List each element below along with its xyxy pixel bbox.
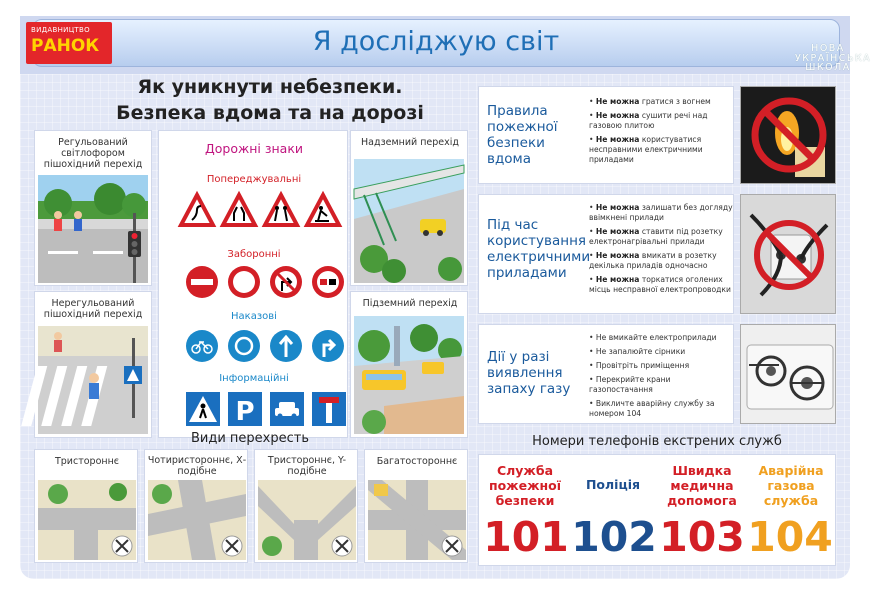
intersection-caption-3: Тристороннє, Y-подібне bbox=[267, 455, 347, 477]
overloaded-socket-photo bbox=[740, 194, 836, 314]
gas-safety-rules bbox=[589, 333, 733, 423]
unregulated-crossing-caption: Нерегульований пішохідний перехід bbox=[43, 298, 143, 320]
bicycle-path-sign-icon bbox=[186, 330, 218, 362]
overhead-crossing-caption: Надземний перехід bbox=[361, 137, 459, 148]
fire-service-number: 101 bbox=[483, 513, 569, 561]
ambulance-number: 103 bbox=[659, 513, 745, 561]
pedestrian-crossing-sign-icon bbox=[186, 392, 220, 426]
prohibitory-signs-row bbox=[185, 265, 345, 301]
intersection-caption-4: Багатостороннє bbox=[376, 456, 458, 467]
intersection-panel-4 bbox=[364, 449, 468, 563]
mandatory-signs-row bbox=[185, 329, 345, 365]
fire-safety-title: Правила пожежної безпеки вдома bbox=[487, 103, 558, 167]
no-socket-overload-icon bbox=[741, 195, 837, 315]
road-works-warning-sign-icon bbox=[307, 195, 339, 225]
road-signs-title: Дорожні знаки bbox=[204, 141, 304, 156]
nus-logo: НОВА УКРАЇНСЬКА ШКОЛА bbox=[795, 43, 871, 73]
regulated-crossing-illustration bbox=[38, 175, 148, 283]
informational-signs-label: Інформаційні bbox=[219, 373, 289, 384]
electric-rule-2: • Не можна ставити під розетку електронагрівальні прилади bbox=[589, 227, 723, 246]
ambulance-name: Швидка медична допомога bbox=[667, 463, 737, 508]
gas-rule-3: • Провітріть приміщення bbox=[589, 361, 690, 370]
emergency-title: Номери телефонів екстрених служб bbox=[532, 434, 782, 449]
prohibitory-signs-label: Заборонні bbox=[227, 249, 281, 260]
mandatory-signs-label: Наказові bbox=[231, 311, 277, 322]
no-vehicles-sign-icon bbox=[228, 266, 260, 298]
car-road-sign-icon bbox=[270, 392, 304, 426]
fire-rule-2: • Не можна сушити речі над газовою плитою bbox=[589, 111, 708, 130]
parking-sign-icon bbox=[228, 392, 262, 427]
intersections-title: Види перехресть bbox=[190, 431, 309, 446]
main-heading: Як уникнути небезпеки. Безпека вдома та на дорозі bbox=[116, 76, 424, 124]
police-name: Поліція bbox=[585, 477, 641, 492]
gas-rule-2: • Не запалюйте сірники bbox=[589, 347, 686, 356]
dead-end-sign-icon bbox=[312, 392, 346, 426]
gas-service-number: 104 bbox=[747, 513, 833, 561]
fire-service-name: Служба пожежної безпеки bbox=[488, 463, 562, 508]
fire-safety-rules bbox=[589, 97, 731, 169]
gas-rule-5: • Викличте аварійну службу за номером 104 bbox=[589, 399, 715, 418]
electric-rule-4: • Не можна торкатися оголених місць несправної електропроводки bbox=[589, 275, 731, 294]
publisher-logo: ВИДАВНИЦТВО РАНОК bbox=[26, 22, 112, 64]
overhead-crossing-panel bbox=[350, 130, 468, 286]
matches-prohibited-photo bbox=[740, 86, 836, 184]
turn-right-sign-icon bbox=[312, 330, 344, 362]
no-overtaking-sign-icon bbox=[312, 266, 344, 298]
roundabout-sign-icon bbox=[228, 330, 260, 362]
overhead-crossing-illustration bbox=[354, 159, 464, 283]
children-warning-sign-icon bbox=[265, 195, 297, 225]
intersection-caption-1: Тристороннє bbox=[54, 456, 120, 467]
page-title: Я досліджую світ bbox=[32, 19, 840, 67]
intersection-illustration-4 bbox=[368, 480, 466, 560]
underground-crossing-caption: Підземний перехід bbox=[362, 298, 458, 309]
electric-safety-panel bbox=[478, 194, 734, 314]
informational-signs-row bbox=[185, 391, 345, 429]
gas-safety-title: Дії у разі виявлення запаху газу bbox=[487, 349, 571, 397]
warning-signs-row bbox=[179, 191, 339, 231]
no-right-turn-sign-icon bbox=[270, 266, 302, 298]
narrowing-warning-sign-icon bbox=[223, 195, 255, 225]
regulated-crossing-panel bbox=[34, 130, 152, 286]
intersection-illustration-3 bbox=[258, 480, 356, 560]
fire-safety-panel bbox=[478, 86, 734, 184]
electric-safety-title: Під час користування електричними приладами bbox=[487, 217, 591, 281]
intersection-caption-2: Чотиристороннє, Х-подібне bbox=[147, 455, 247, 477]
fire-rule-1: • Не можна гратися з вогнем bbox=[589, 97, 711, 106]
gas-stove-icon bbox=[741, 325, 837, 425]
warning-signs-label: Попереджувальні bbox=[206, 174, 302, 185]
electric-rule-3: • Не можна вмикати в розетку декілька приладів одночасно bbox=[589, 251, 717, 270]
gas-service-name: Аварійна газова служба bbox=[758, 463, 824, 508]
gas-safety-panel bbox=[478, 324, 734, 424]
underground-crossing-illustration bbox=[354, 316, 464, 434]
no-entry-sign-icon bbox=[186, 266, 218, 298]
intersection-panel-1 bbox=[34, 449, 138, 563]
gas-rule-4: • Перекрийте крани газопостачання bbox=[589, 375, 671, 394]
emergency-numbers-panel bbox=[478, 454, 836, 566]
parking-sign-letter: P bbox=[235, 397, 255, 427]
straight-only-sign-icon bbox=[270, 330, 302, 362]
intersection-illustration-2 bbox=[148, 480, 246, 560]
electric-safety-rules bbox=[589, 203, 733, 299]
gas-stove-photo bbox=[740, 324, 836, 424]
poster bbox=[20, 16, 871, 579]
electric-rule-1: • Не можна залишати без догляду ввімкнені прилади bbox=[589, 203, 733, 222]
gas-rule-1: • Не вмикайте електроприлади bbox=[589, 333, 717, 342]
intersection-panel-2 bbox=[144, 449, 248, 563]
unregulated-crossing-panel bbox=[34, 291, 152, 438]
police-number: 102 bbox=[571, 513, 657, 561]
fire-rule-3: • Не можна користуватися несправними електричними приладами bbox=[589, 135, 703, 164]
intersection-panel-3 bbox=[254, 449, 358, 563]
regulated-crossing-caption: Регульований світлофором пішохідний перехід bbox=[43, 137, 143, 170]
unregulated-crossing-illustration bbox=[38, 326, 148, 434]
underground-crossing-panel bbox=[350, 291, 468, 438]
curve-warning-sign-icon bbox=[181, 195, 213, 225]
intersection-illustration-1 bbox=[38, 480, 136, 560]
road-signs-panel bbox=[158, 130, 348, 438]
no-fire-icon bbox=[741, 87, 837, 185]
